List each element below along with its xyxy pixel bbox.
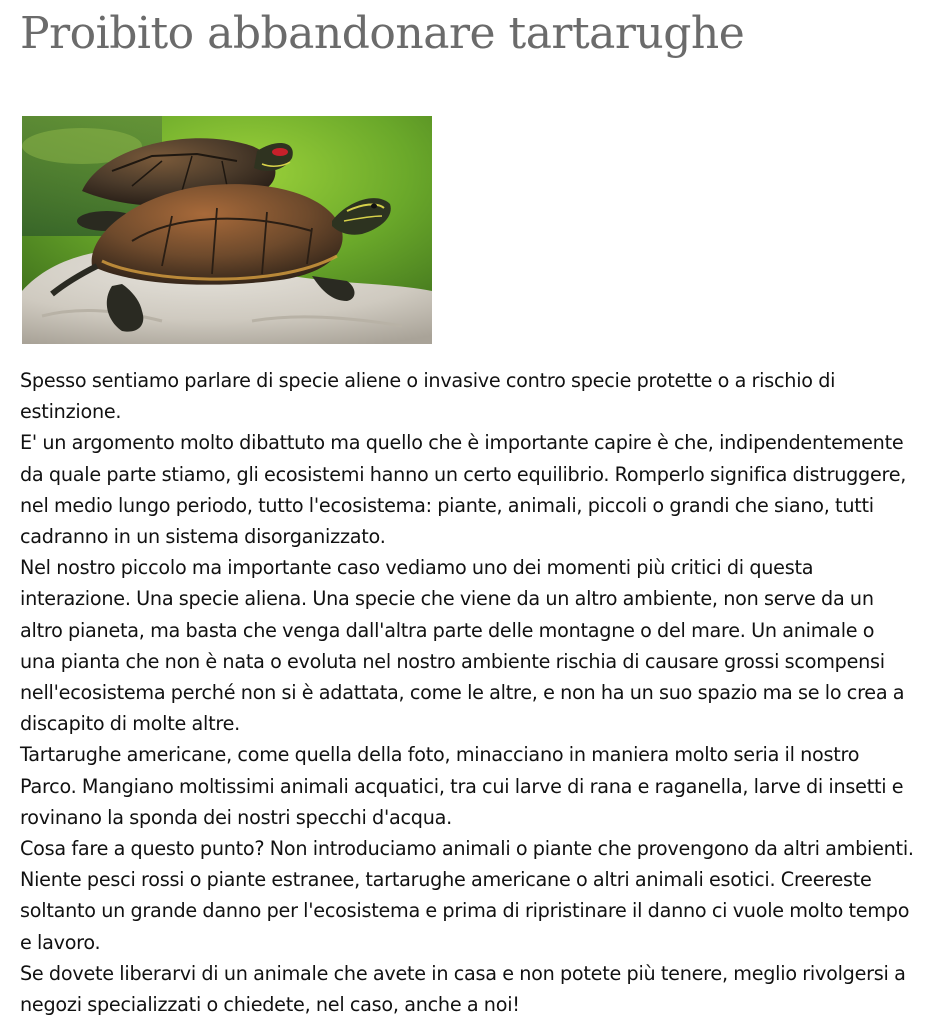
- article-body: [20, 365, 915, 1020]
- turtle-photo: [22, 116, 432, 344]
- paragraph-american-turtles: Tartarughe americane, come quella della foto, minacciano in maniera molto seria il nostro Parco. Mangiano moltissimi animali acquatici, tra cui larve di rana e raganella, larve di insetti e rovinano la sponda dei nostri specchi d'acqua.: [20, 743, 904, 829]
- paragraph-equilibrium: E' un argomento molto dibattuto ma quello che è importante capire è che, indipendentemente da quale parte stiamo, gli ecosistemi hanno un certo equilibrio. Romperlo significa distruggere, nel medio lungo periodo, tutto l'ecosistema: piante, animali, piccoli o grandi che siano, tutti cadranno in un sistema disorganizzato.: [20, 431, 907, 549]
- turtle-photo-graphic: [22, 116, 432, 344]
- page-title: Proibito abbandonare tartarughe: [20, 8, 745, 59]
- paragraph-alien-species: Nel nostro piccolo ma importante caso vediamo uno dei momenti più critici di questa interazione. Una specie aliena. Una specie che viene da un altro ambiente, non serve da un altro pianeta, ma basta che venga dall'altra parte delle montagne o del mare. Un animale o una pianta che non è nata o evoluta nel nostro ambiente rischia di causare grossi scompensi nell'ecosistema perché non si è adattata, come le altre, e non ha un suo spazio ma se lo crea a discapito di molte altre.: [20, 556, 905, 736]
- paragraph-contact: Se dovete liberarvi di un animale che avete in casa e non potete più tenere, meglio rivolgersi a negozi specializzati o chiedete, nel caso, anche a noi!: [20, 961, 906, 1017]
- paragraph-intro: Spesso sentiamo parlare di specie aliene o invasive contro specie protette o a rischio di estinzione.: [20, 369, 836, 424]
- paragraph-what-to-do: Cosa fare a questo punto? Non introduciamo animali o piante che provengono da altri ambienti. Niente pesci rossi o piante estranee, tartarughe americane o altri animali esotici. Creereste soltanto un grande danno per l'ecosistema e prima di ripristinare il danno ci vuole molto tempo e lavoro.: [20, 837, 914, 954]
